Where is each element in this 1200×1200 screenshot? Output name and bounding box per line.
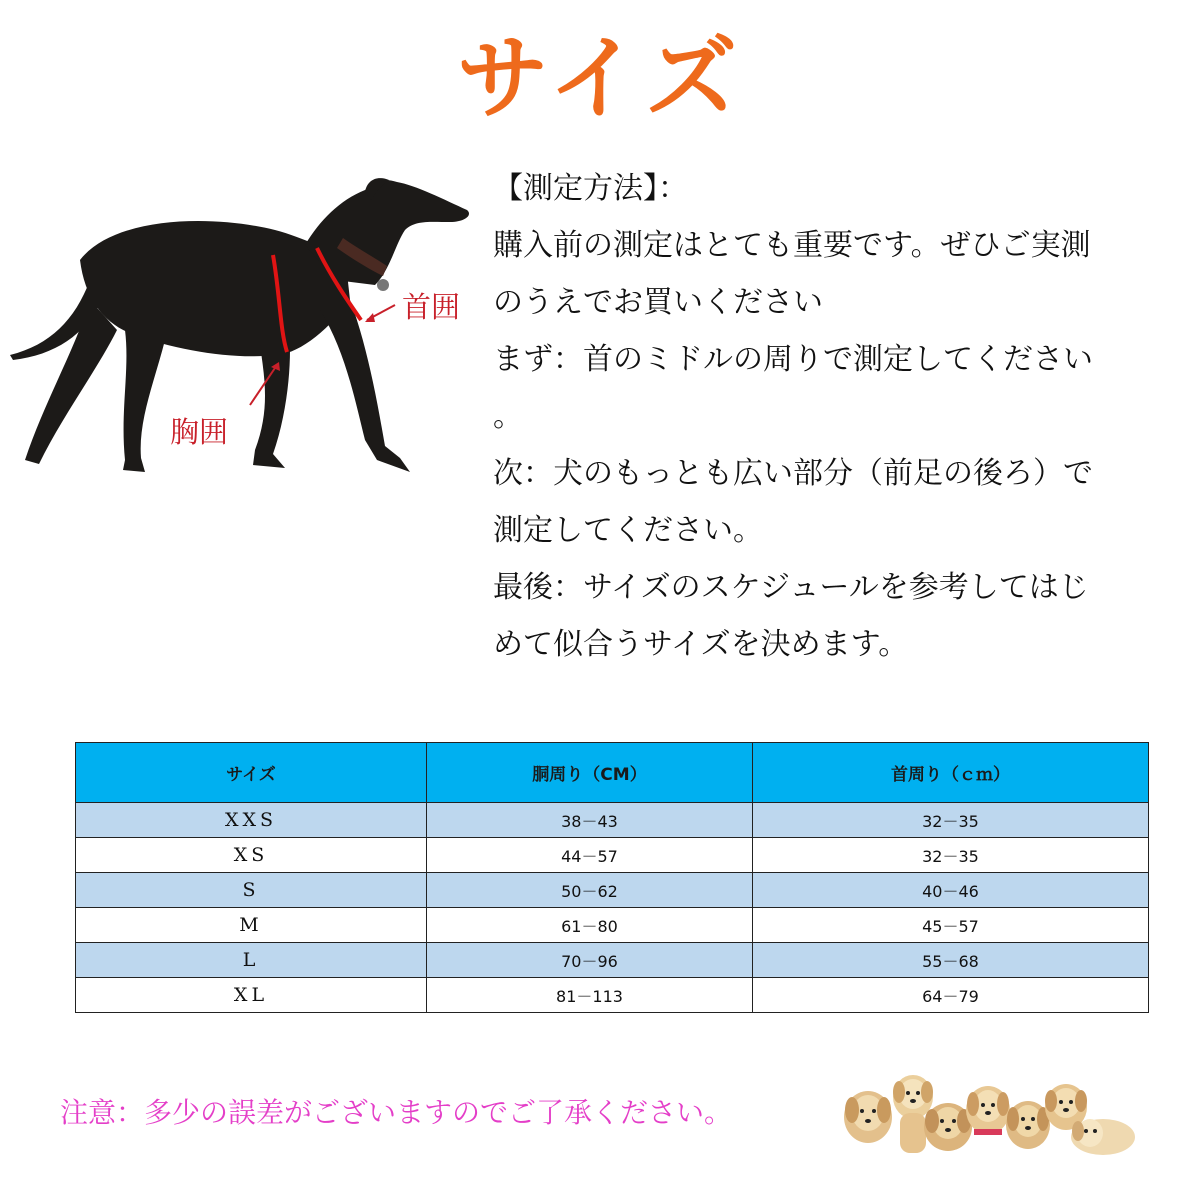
neck-cell: 40－46: [753, 873, 1149, 908]
neck-cell: 45－57: [753, 908, 1149, 943]
table-row: [76, 908, 1149, 943]
instruction-line: 。: [493, 399, 523, 434]
chest-cell: 50－62: [427, 873, 753, 908]
instruction-line: 次：犬のもっとも広い部分（前足の後ろ）で: [493, 456, 1093, 491]
note-text: 注意：多少の誤差がございますのでご了承ください。: [60, 1096, 733, 1129]
size-cell: S: [76, 873, 427, 908]
instruction-line: めて似合うサイズを決めます。: [493, 627, 909, 662]
size-cell: M: [76, 908, 427, 943]
header-size: サイズ: [76, 743, 427, 803]
size-cell: XS: [76, 838, 427, 873]
neck-cell: 32－35: [753, 838, 1149, 873]
chest-cell: 70－96: [427, 943, 753, 978]
instruction-line: 【測定方法】：: [493, 171, 688, 206]
puppy-icon: [844, 1091, 892, 1143]
chest-label: 胸囲: [170, 415, 229, 449]
puppies-illustration: [838, 1055, 1138, 1160]
measurement-instructions: [493, 160, 1153, 673]
size-cell: XL: [76, 978, 427, 1013]
chest-cell: 81－113: [427, 978, 753, 1013]
instruction-line: のうえでお買いください: [493, 285, 823, 320]
puppy-icon: [1006, 1101, 1050, 1149]
puppy-icon: [924, 1103, 972, 1151]
chest-cell: 38－43: [427, 803, 753, 838]
neck-cell: 55－68: [753, 943, 1149, 978]
table-row: [76, 943, 1149, 978]
puppy-icon: [966, 1086, 1010, 1135]
header-neck: 首周り（ｃｍ）: [753, 743, 1149, 803]
instruction-line: まず：首のミドルの周りで測定してください: [493, 342, 1093, 377]
dog-silhouette-icon: [10, 178, 469, 472]
instruction-line: 測定してください。: [493, 513, 763, 548]
chest-cell: 61－80: [427, 908, 753, 943]
size-cell: L: [76, 943, 427, 978]
page-title: サイズ: [456, 25, 744, 132]
header-chest: 胴周り（CM）: [427, 743, 753, 803]
table-row: [76, 803, 1149, 838]
puppy-icon: [1071, 1119, 1135, 1155]
neck-cell: 32－35: [753, 803, 1149, 838]
table-row: [76, 838, 1149, 873]
neck-label: 首囲: [402, 290, 461, 324]
size-cell: XXS: [76, 803, 427, 838]
neck-cell: 64－79: [753, 978, 1149, 1013]
table-header-row: [76, 743, 1149, 803]
instruction-line: 購入前の測定はとても重要です。ぜひご実測: [493, 228, 1091, 263]
instruction-line: 最後：サイズのスケジュールを参考してはじ: [493, 570, 1089, 605]
table-row: [76, 978, 1149, 1013]
chest-cell: 44－57: [427, 838, 753, 873]
table-row: [76, 873, 1149, 908]
size-table: [75, 742, 1149, 1013]
